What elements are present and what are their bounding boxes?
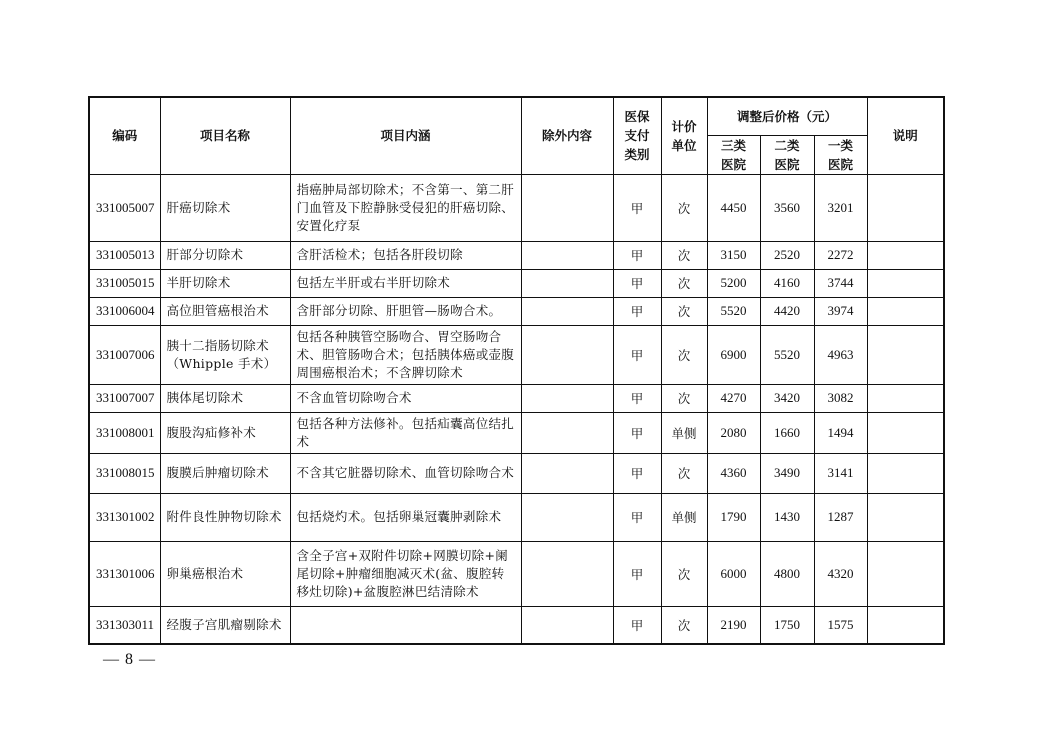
row-class2-price: 5520: [760, 325, 814, 384]
row-exclusions: [521, 493, 613, 541]
row-name: 胰十二指肠切除术（Whipple 手术）: [160, 325, 290, 384]
row-insurance-type: 甲: [613, 412, 661, 453]
row-class1-price: 1287: [814, 493, 867, 541]
row-insurance-type: 甲: [613, 269, 661, 297]
row-class1-price: 1494: [814, 412, 867, 453]
row-unit: 次: [661, 384, 707, 412]
row-class2-price: 1430: [760, 493, 814, 541]
row-class3-price: 4450: [707, 174, 760, 241]
row-exclusions: [521, 541, 613, 606]
row-code: 331303011: [89, 606, 160, 644]
table-row: [89, 174, 944, 241]
row-name: 半肝切除术: [160, 269, 290, 297]
header-class1: 一类医院: [814, 135, 867, 174]
price-table: [88, 96, 945, 645]
row-name: 经腹子宫肌瘤剔除术: [160, 606, 290, 644]
row-content: 包括各种方法修补。包括疝囊高位结扎术: [290, 412, 521, 453]
row-code: 331006004: [89, 297, 160, 325]
row-class2-price: 1750: [760, 606, 814, 644]
row-unit: 次: [661, 241, 707, 269]
header-code: 编码: [89, 97, 160, 174]
row-exclusions: [521, 453, 613, 493]
row-class2-price: 3560: [760, 174, 814, 241]
row-code: 331005007: [89, 174, 160, 241]
row-class1-price: 3201: [814, 174, 867, 241]
row-class1-price: 3082: [814, 384, 867, 412]
row-insurance-type: 甲: [613, 325, 661, 384]
table-row: [89, 412, 944, 453]
row-class3-price: 6900: [707, 325, 760, 384]
row-note: [867, 297, 944, 325]
row-exclusions: [521, 384, 613, 412]
row-content: 含肝活检术；包括各肝段切除: [290, 241, 521, 269]
row-class3-price: 5520: [707, 297, 760, 325]
row-exclusions: [521, 241, 613, 269]
table-row: [89, 241, 944, 269]
row-exclusions: [521, 606, 613, 644]
row-exclusions: [521, 174, 613, 241]
row-name: 肝癌切除术: [160, 174, 290, 241]
row-class3-price: 1790: [707, 493, 760, 541]
header-unit: 计价单位: [661, 97, 707, 174]
row-unit: 单侧: [661, 412, 707, 453]
row-exclusions: [521, 325, 613, 384]
row-code: 331008015: [89, 453, 160, 493]
table-row: [89, 493, 944, 541]
row-class2-price: 3490: [760, 453, 814, 493]
row-insurance-type: 甲: [613, 174, 661, 241]
row-class3-price: 2080: [707, 412, 760, 453]
row-insurance-type: 甲: [613, 453, 661, 493]
row-note: [867, 269, 944, 297]
row-insurance-type: 甲: [613, 384, 661, 412]
row-class3-price: 3150: [707, 241, 760, 269]
row-class1-price: 3744: [814, 269, 867, 297]
row-code: 331007006: [89, 325, 160, 384]
row-note: [867, 493, 944, 541]
row-code: 331005013: [89, 241, 160, 269]
row-insurance-type: 甲: [613, 241, 661, 269]
header-name: 项目名称: [160, 97, 290, 174]
row-class3-price: 4270: [707, 384, 760, 412]
header-price-group: 调整后价格（元）: [707, 97, 867, 135]
row-exclusions: [521, 412, 613, 453]
table-row: [89, 606, 944, 644]
header-note: 说明: [867, 97, 944, 174]
table-row: [89, 297, 944, 325]
row-name: 腹股沟疝修补术: [160, 412, 290, 453]
row-class2-price: 2520: [760, 241, 814, 269]
row-note: [867, 412, 944, 453]
row-unit: 次: [661, 541, 707, 606]
row-class3-price: 2190: [707, 606, 760, 644]
row-class2-price: 3420: [760, 384, 814, 412]
row-class2-price: 1660: [760, 412, 814, 453]
row-note: [867, 453, 944, 493]
row-class3-price: 5200: [707, 269, 760, 297]
row-insurance-type: 甲: [613, 493, 661, 541]
row-class1-price: 4963: [814, 325, 867, 384]
row-content: 包括左半肝或右半肝切除术: [290, 269, 521, 297]
row-name: 胰体尾切除术: [160, 384, 290, 412]
header-class2: 二类医院: [760, 135, 814, 174]
row-unit: 次: [661, 297, 707, 325]
row-name: 腹膜后肿瘤切除术: [160, 453, 290, 493]
row-class2-price: 4160: [760, 269, 814, 297]
row-content: [290, 606, 521, 644]
table-row: [89, 541, 944, 606]
row-class1-price: 1575: [814, 606, 867, 644]
row-class3-price: 4360: [707, 453, 760, 493]
row-code: 331301006: [89, 541, 160, 606]
header-exclusions: 除外内容: [521, 97, 613, 174]
table-body: [89, 174, 944, 644]
row-exclusions: [521, 297, 613, 325]
row-insurance-type: 甲: [613, 606, 661, 644]
row-name: 卵巢癌根治术: [160, 541, 290, 606]
table-row: [89, 384, 944, 412]
row-unit: 次: [661, 269, 707, 297]
row-content: 不含其它脏器切除术、血管切除吻合术: [290, 453, 521, 493]
row-note: [867, 174, 944, 241]
row-code: 331008001: [89, 412, 160, 453]
table-row: [89, 453, 944, 493]
row-insurance-type: 甲: [613, 541, 661, 606]
header-class3: 三类医院: [707, 135, 760, 174]
table-row: [89, 269, 944, 297]
row-content: 包括烧灼术。包括卵巢冠囊肿剥除术: [290, 493, 521, 541]
row-class1-price: 2272: [814, 241, 867, 269]
row-unit: 单侧: [661, 493, 707, 541]
row-unit: 次: [661, 325, 707, 384]
row-name: 高位胆管癌根治术: [160, 297, 290, 325]
row-insurance-type: 甲: [613, 297, 661, 325]
row-unit: 次: [661, 174, 707, 241]
row-content: 指癌肿局部切除术；不含第一、第二肝门血管及下腔静脉受侵犯的肝癌切除、安置化疗泵: [290, 174, 521, 241]
row-class1-price: 3974: [814, 297, 867, 325]
row-unit: 次: [661, 453, 707, 493]
row-exclusions: [521, 269, 613, 297]
row-class2-price: 4420: [760, 297, 814, 325]
header-insurance-type: 医保支付类别: [613, 97, 661, 174]
row-unit: 次: [661, 606, 707, 644]
table-row: [89, 325, 944, 384]
row-class2-price: 4800: [760, 541, 814, 606]
row-note: [867, 541, 944, 606]
header-content: 项目内涵: [290, 97, 521, 174]
row-code: 331005015: [89, 269, 160, 297]
row-content: 包括各种胰管空肠吻合、胃空肠吻合术、胆管肠吻合术；包括胰体癌或壶腹周围癌根治术；不含脾切除术: [290, 325, 521, 384]
row-note: [867, 325, 944, 384]
row-content: 含肝部分切除、肝胆管—肠吻合术。: [290, 297, 521, 325]
row-code: 331007007: [89, 384, 160, 412]
row-note: [867, 384, 944, 412]
page-number: — 8 —: [103, 651, 156, 668]
row-class1-price: 4320: [814, 541, 867, 606]
row-note: [867, 241, 944, 269]
row-name: 肝部分切除术: [160, 241, 290, 269]
row-code: 331301002: [89, 493, 160, 541]
row-name: 附件良性肿物切除术: [160, 493, 290, 541]
row-content: 含全子宫+双附件切除+网膜切除+阑尾切除+肿瘤细胞减灭术(盆、腹腔转移灶切除)+盆腹腔淋巴结清除术: [290, 541, 521, 606]
row-note: [867, 606, 944, 644]
row-class1-price: 3141: [814, 453, 867, 493]
row-content: 不含血管切除吻合术: [290, 384, 521, 412]
row-class3-price: 6000: [707, 541, 760, 606]
